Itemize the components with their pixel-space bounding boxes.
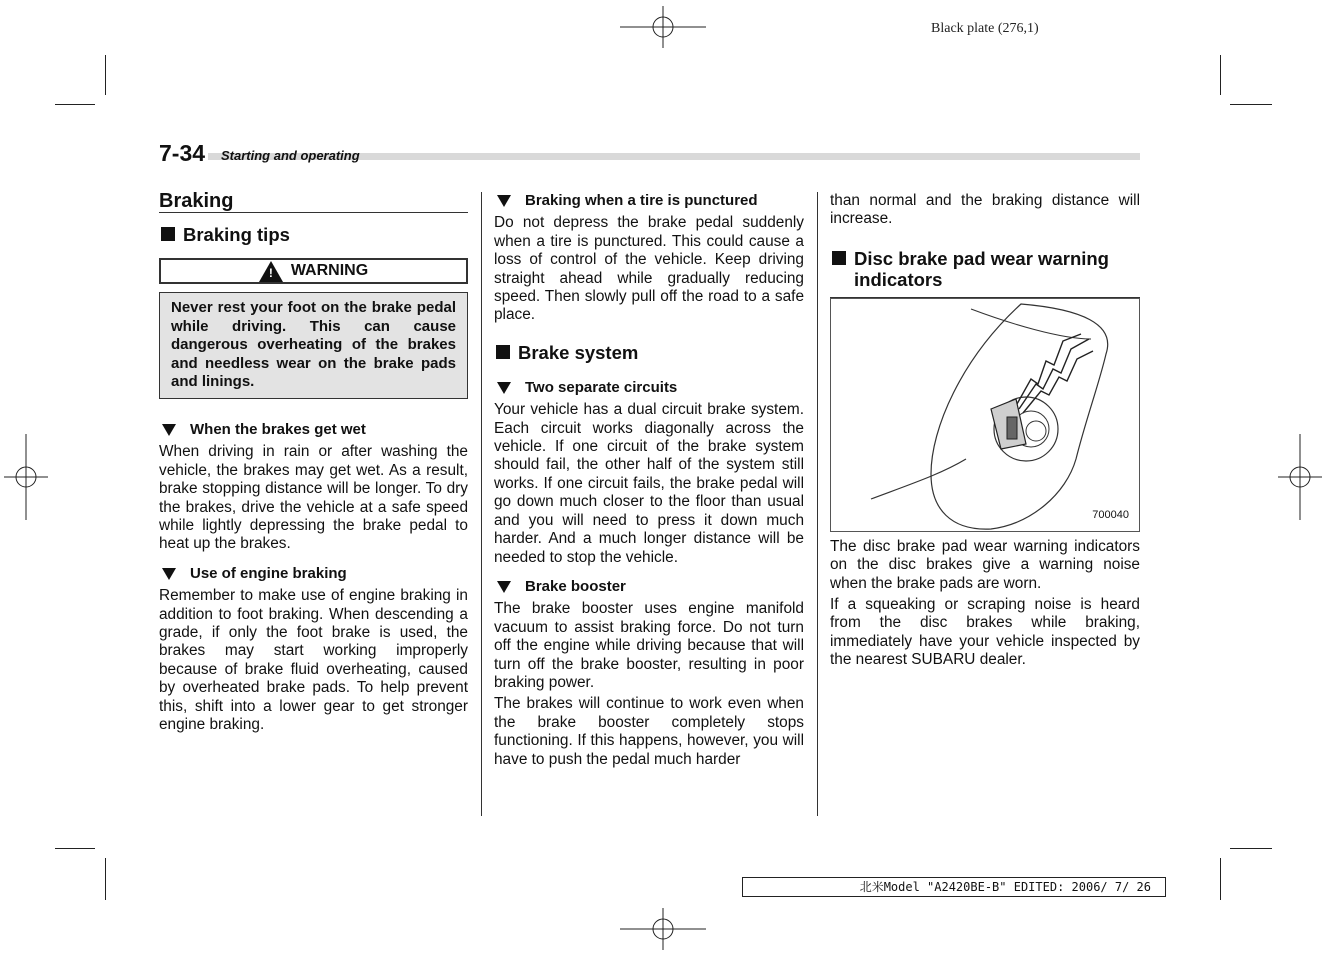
section-heading-text: Disc brake pad wear warning indicators <box>854 247 1109 290</box>
paragraph: Remember to make use of engine braking in addition to foot braking. When descending a grade, if only the foot brake is used, the brakes may start working improperly because of brake fluid overheating, caused by overheated brake pads. To help prevent this, shift into a lower gear to get stronger engine braking. <box>159 587 468 733</box>
subheading <box>159 565 468 583</box>
subheading <box>494 192 804 210</box>
warning-label: WARNING <box>290 262 369 280</box>
subheading-text: When the brakes get wet <box>190 420 366 438</box>
disc-brake-drawing <box>831 299 1139 531</box>
triangle-bullet-icon <box>162 568 176 580</box>
column-2 <box>494 192 804 769</box>
paragraph: The disc brake pad wear warning indicators on the disc brakes give a warning noise when the brake pads are worn. <box>830 537 1140 592</box>
warning-box <box>159 258 468 399</box>
plate-label: Black plate (276,1) <box>931 21 1039 36</box>
page-title: Braking <box>159 192 468 213</box>
column-3 <box>830 192 1140 670</box>
warning-triangle-icon: ! <box>259 261 283 282</box>
warning-text: Never rest your foot on the brake pedal while driving. This can cause dangerous overheating of the brakes and needless wear on the brake pads and linings. <box>171 299 456 391</box>
section-heading-text: Braking tips <box>183 224 290 246</box>
subheading-text: Braking when a tire is punctured <box>525 192 758 209</box>
column-divider <box>481 192 482 816</box>
square-bullet-icon <box>832 251 846 265</box>
section-heading <box>159 224 468 245</box>
subheading <box>159 421 468 439</box>
registration-mark-top <box>620 6 706 48</box>
square-bullet-icon <box>496 345 510 359</box>
brake-illustration <box>830 298 1140 532</box>
paragraph: than normal and the braking distance will increase. <box>830 192 1140 228</box>
section-name: Starting and operating <box>221 148 360 163</box>
paragraph: The brakes will continue to work even when the brake booster completely stops functioning. If this happens, however, you will have to push the pedal much harder <box>494 695 804 768</box>
column-divider <box>817 192 818 816</box>
triangle-bullet-icon <box>497 581 511 593</box>
subheading <box>494 578 804 596</box>
footer-edition: 北米Model "A2420BE-B" EDITED: 2006/ 7/ 26 <box>742 877 1166 897</box>
registration-mark-left <box>4 434 48 520</box>
section-heading-text: Brake system <box>518 341 639 363</box>
paragraph: When driving in rain or after washing the vehicle, the brakes may get wet. As a result, brake stopping distance will be longer. To dry the brakes, drive the vehicle at a safe speed while lightly depressing the brake pedal to heat up the brakes. <box>159 443 468 553</box>
paragraph: If a squeaking or scraping noise is heard from the disc brakes while braking, immediately have your vehicle inspected by the nearest SUBARU dealer. <box>830 596 1140 669</box>
subheading-text: Brake booster <box>525 577 626 595</box>
triangle-bullet-icon <box>497 195 511 207</box>
triangle-bullet-icon <box>497 382 511 394</box>
paragraph: Do not depress the brake pedal suddenly when a tire is punctured. This could cause a loss of control of the vehicle. Keep driving straight ahead while gradually reducing speed. Then slowly pull off the road to a safe place. <box>494 214 804 324</box>
column-1 <box>159 192 468 734</box>
warning-body <box>159 292 468 399</box>
paragraph: The brake booster uses engine manifold vacuum to assist braking force. Do not turn off the engine while driving because that will turn off the brake booster, resulting in poor braking power. <box>494 600 804 691</box>
paragraph: Your vehicle has a dual circuit brake system. Each circuit works diagonally across the vehicle. If one circuit of the brake system should fail, the other half of the system still works. If one circuit fails, the brake pedal will go down much closer to the floor than usual and you will need to press it down much harder. And a much longer distance will be needed to stop the vehicle. <box>494 401 804 566</box>
figure-code: 700040 <box>1092 509 1129 522</box>
subheading-text: Use of engine braking <box>190 564 347 582</box>
page-number: 7-34 <box>159 140 206 166</box>
triangle-bullet-icon <box>162 424 176 436</box>
section-heading <box>494 342 804 363</box>
square-bullet-icon <box>161 227 175 241</box>
subheading <box>494 379 804 397</box>
subheading-text: Two separate circuits <box>525 378 678 396</box>
registration-mark-bottom <box>620 908 706 950</box>
registration-mark-right <box>1278 434 1322 520</box>
warning-header <box>159 258 468 284</box>
section-heading <box>830 248 1140 290</box>
